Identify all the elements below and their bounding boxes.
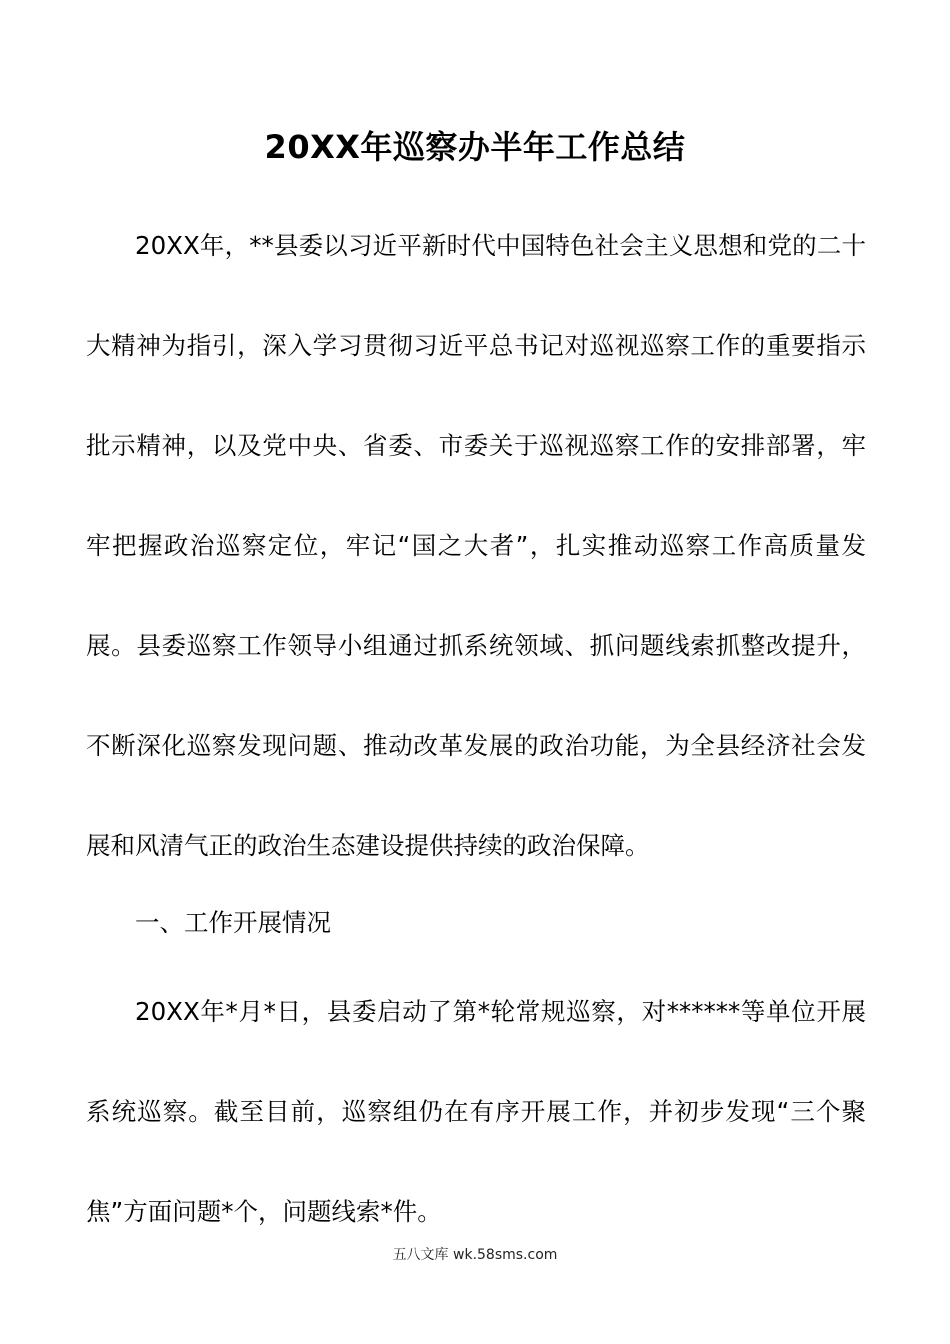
footer-watermark: 五八文库 wk.58sms.com xyxy=(392,1247,558,1263)
section-paragraph: 20XX年*月*日，县委启动了第*轮常规巡察，对******等单位开展系统巡察。截至目前，巡察组仍在有序开展工作，并初步发现“三个聚焦”方面问题*个，问题线索*件。 xyxy=(86,997,866,1226)
section-heading: 一、工作开展情况 xyxy=(135,908,331,937)
intro-paragraph: 20XX年，**县委以习近平新时代中国特色社会主义思想和党的二十大精神为指引，深入学习贯彻习近平总书记对巡视巡察工作的重要指示批示精神，以及党中央、省委、市委关于巡视巡察工作的安排部署，牢牢把握政治巡察定位，牢记“国之大者”，扎实推动巡察工作高质量发展。县委巡察工作领导小组通过抓系统领域、抓问题线索抓整改提升，不断深化巡察发现问题、推动改革发展的政治功能，为全县经济社会发展和风清气正的政治生态建设提供持续的政治保障。 xyxy=(86,231,866,860)
document-title: 20XX年巡察办半年工作总结 xyxy=(264,128,686,166)
